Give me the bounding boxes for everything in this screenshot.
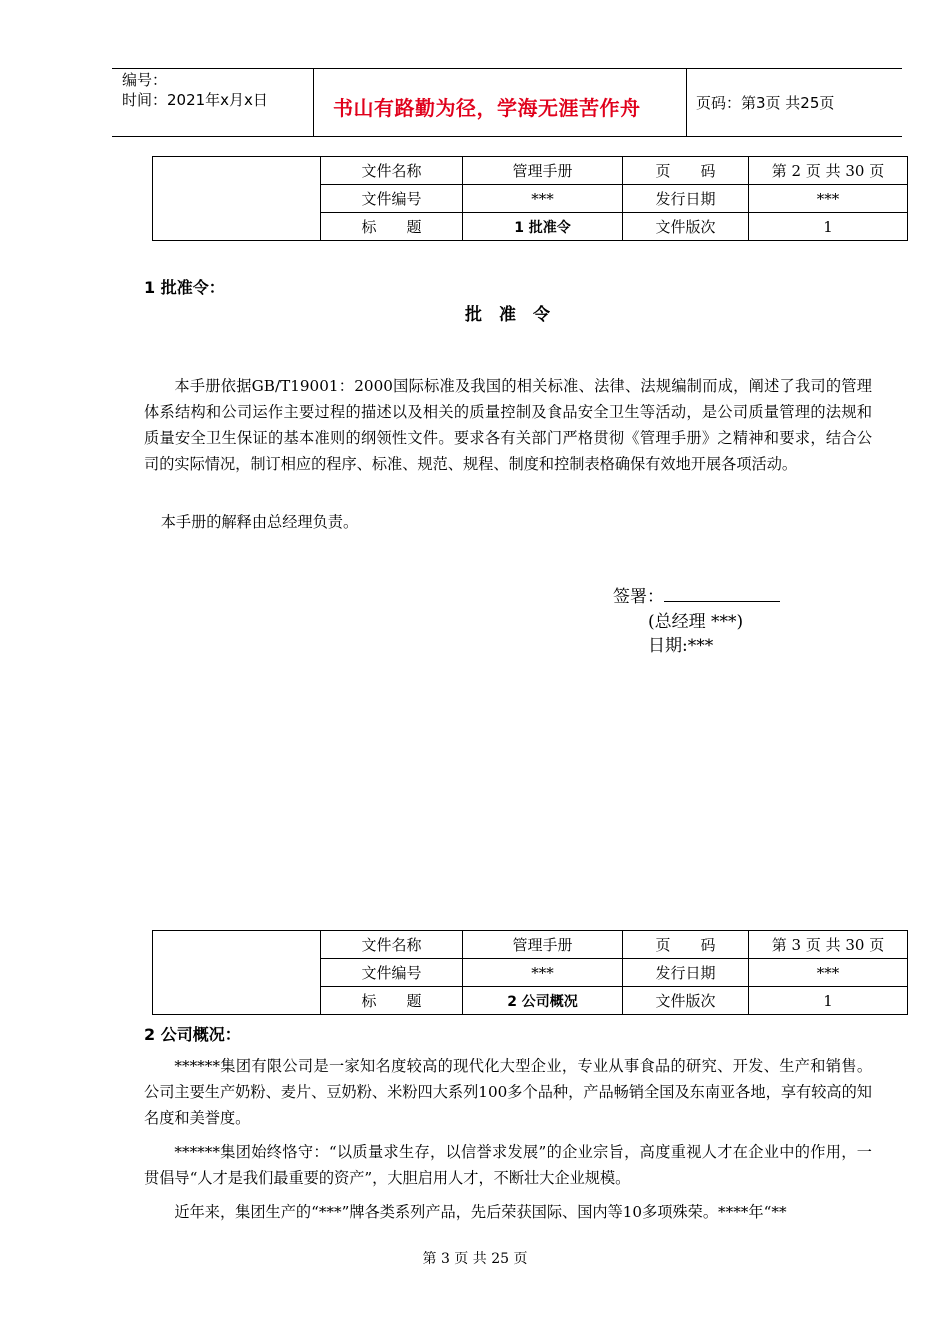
version-label: 文件版次 [623, 213, 749, 241]
section2-paragraph-2: ******集团始终恪守：“以质量求生存，以信誉求发展”的企业宗旨，高度重视人才在企业中的作用，一贯倡导“人才是我们最重要的资产”，大胆启用人才，不断壮大企业规模。 [144, 1143, 872, 1187]
issue-date-label: 发行日期 [623, 959, 749, 987]
file-name-value: 管理手册 [463, 931, 623, 959]
signature-label-text: 签署： [613, 587, 664, 607]
signature-person: (总经理 ***) [648, 612, 744, 632]
doc-control-table-2 [152, 930, 908, 1015]
header-divider-left [313, 68, 314, 136]
title-value: 1 批准令 [463, 213, 623, 241]
title-label: 标 题 [321, 987, 463, 1015]
version-label: 文件版次 [623, 987, 749, 1015]
page-footer: 第 3 页 共 25 页 [422, 1251, 528, 1267]
issue-date-value: *** [749, 185, 908, 213]
section1-center-title: 批 准 令 [465, 305, 550, 325]
header-page-info: 页码：第3页 共25页 [696, 94, 835, 112]
signature-date: 日期:*** [648, 636, 714, 656]
page-label: 页 码 [623, 931, 749, 959]
signature-label [613, 585, 780, 609]
doc-control-table-1 [152, 156, 908, 241]
title-label: 标 题 [321, 213, 463, 241]
version-value: 1 [749, 987, 908, 1015]
section1-paragraph-1: 本手册依据GB/T19001：2000国际标准及我国的相关标准、法律、法规编制而成，阐述了我司的管理体系结构和公司运作主要过程的描述以及相关的质量控制及食品安全卫生等活动，是公司质量管理的法规和质量安全卫生保证的基本准则的纲领性文件。要求各有关部门严格贯彻《管理手册》之精神和要求，结合公司的实际情况，制订相应的程序、标准、规范、规程、制度和控制表格确保有效地开展各项活动。 [144, 377, 872, 473]
file-name-value: 管理手册 [463, 157, 623, 185]
file-name-label: 文件名称 [321, 157, 463, 185]
header-bottom-rule [112, 136, 902, 137]
issue-date-value: *** [749, 959, 908, 987]
doc-control-logo-cell [153, 157, 321, 241]
page-value: 第 3 页 共 30 页 [749, 931, 908, 959]
section2-paragraph-1: ******集团有限公司是一家知名度较高的现代化大型企业，专业从事食品的研究、开发、生产和销售。公司主要生产奶粉、麦片、豆奶粉、米粉四大系列100多个品种，产品畅销全国及东南亚各地，享有较高的知名度和美誉度。 [144, 1057, 872, 1127]
header-number-label: 编号： [122, 71, 168, 89]
file-name-label: 文件名称 [321, 931, 463, 959]
section1-heading: 1 批准令： [144, 278, 225, 297]
header-motto: 书山有路勤为径，学海无涯苦作舟 [333, 96, 641, 120]
header-time-label: 时间：2021年x月x日 [122, 91, 268, 109]
version-value: 1 [749, 213, 908, 241]
section2-heading: 2 公司概况： [144, 1025, 241, 1044]
issue-date-label: 发行日期 [623, 185, 749, 213]
doc-control-logo-cell [153, 931, 321, 1015]
title-value: 2 公司概况 [463, 987, 623, 1015]
header-divider-right [686, 68, 687, 136]
file-no-value: *** [463, 185, 623, 213]
header-top-rule [112, 68, 902, 69]
section2-paragraph-3: 近年来，集团生产的“***”牌各类系列产品，先后荣获国际、国内等10多项殊荣。****年“** [174, 1203, 787, 1221]
file-no-value: *** [463, 959, 623, 987]
signature-line [664, 585, 780, 602]
page-label: 页 码 [623, 157, 749, 185]
file-no-label: 文件编号 [321, 185, 463, 213]
page-value: 第 2 页 共 30 页 [749, 157, 908, 185]
section1-paragraph-2: 本手册的解释由总经理负责。 [160, 513, 359, 531]
file-no-label: 文件编号 [321, 959, 463, 987]
